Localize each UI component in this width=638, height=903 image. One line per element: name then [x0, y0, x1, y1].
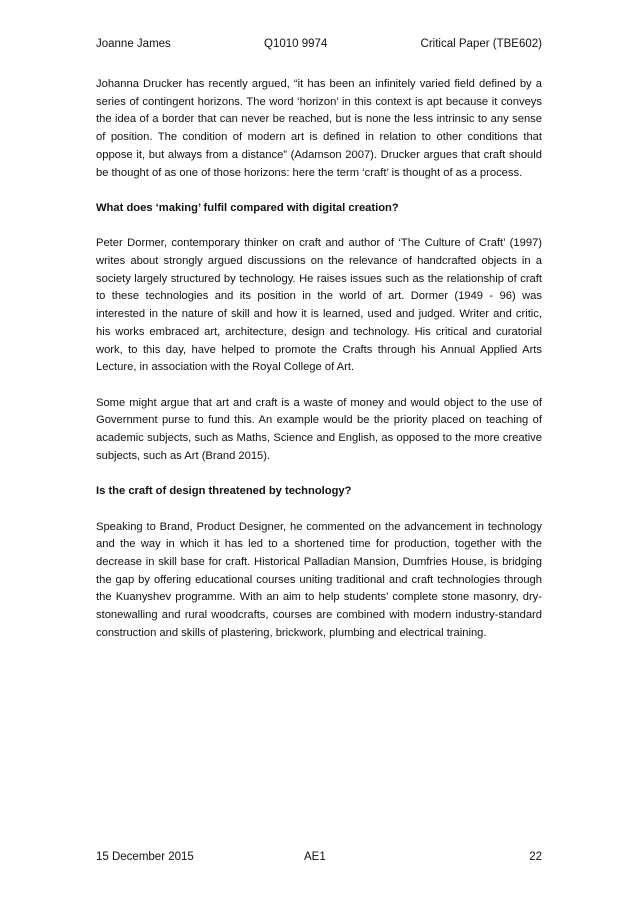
paragraph-funding: Some might argue that art and craft is a waste of money and would object to the use of Government purse to fund this. An example would be the priority placed on teaching of academic subjects, such as Maths, Science and English, as opposed to the more creative subjects, such as Art (Brand 2015). — [96, 396, 542, 462]
section-heading-technology: Is the craft of design threatened by technology? — [96, 485, 352, 498]
footer-page-number: 22 — [529, 851, 542, 863]
page-header — [96, 38, 542, 50]
paragraph-brand: Speaking to Brand, Product Designer, he commented on the advancement in technology and the way in which it has led to a shortened time for production, together with the decrease in skill base for craft. Historical Palladian Mansion, Dumfries House, is bridging the gap by offering educational courses uniting traditional and craft technologies through the Kuanyshev programme. With an aim to help students’ complete stone masonry, dry-stonewalling and rural woodcrafts, courses are combined with modern industry-standard construction and skills of plastering, brickwork, plumbing and electrical training. — [96, 520, 542, 639]
footer-date: 15 December 2015 — [96, 851, 194, 863]
paragraph-dormer: Peter Dormer, contemporary thinker on craft and author of ‘The Culture of Craft’ (1997) writes about strongly argued discussions on the relevance of handcrafted objects in a society largely structured by technology. He raises issues such as the relationship of craft to these technologies and its position in the world of art. Dormer (1949 - 96) was interested in the nature of skill and how it is learned, used and judged. Writer and critic, his works embraced art, architecture, design and technology. His critical and curatorial work, to this day, have helped to promote the Crafts through his Annual Applied Arts Lecture, in association with the Royal College of Art. — [96, 237, 542, 374]
header-author: Joanne James — [96, 38, 171, 50]
page-footer — [96, 851, 542, 863]
footer-module: AE1 — [304, 851, 326, 863]
header-code: Q1010 9974 — [264, 38, 328, 50]
paragraph-drucker: Johanna Drucker has recently argued, “it has been an infinitely varied field defined by a series of contingent horizons. The word ‘horizon’ in this context is apt because it conveys the idea of a border that can never be reached, but is none the less intrinsic to any sense of position. The condition of modern art is defined in relation to other conditions that oppose it, but always from a distance” (Adamson 2007). Drucker argues that craft should be thought of as one of those horizons: here the term ‘craft’ is thought of as a process. — [96, 78, 542, 179]
section-heading-making: What does ‘making’ fulfil compared with digital creation? — [96, 201, 399, 214]
page-body — [96, 76, 542, 660]
header-title: Critical Paper (TBE602) — [420, 38, 542, 50]
